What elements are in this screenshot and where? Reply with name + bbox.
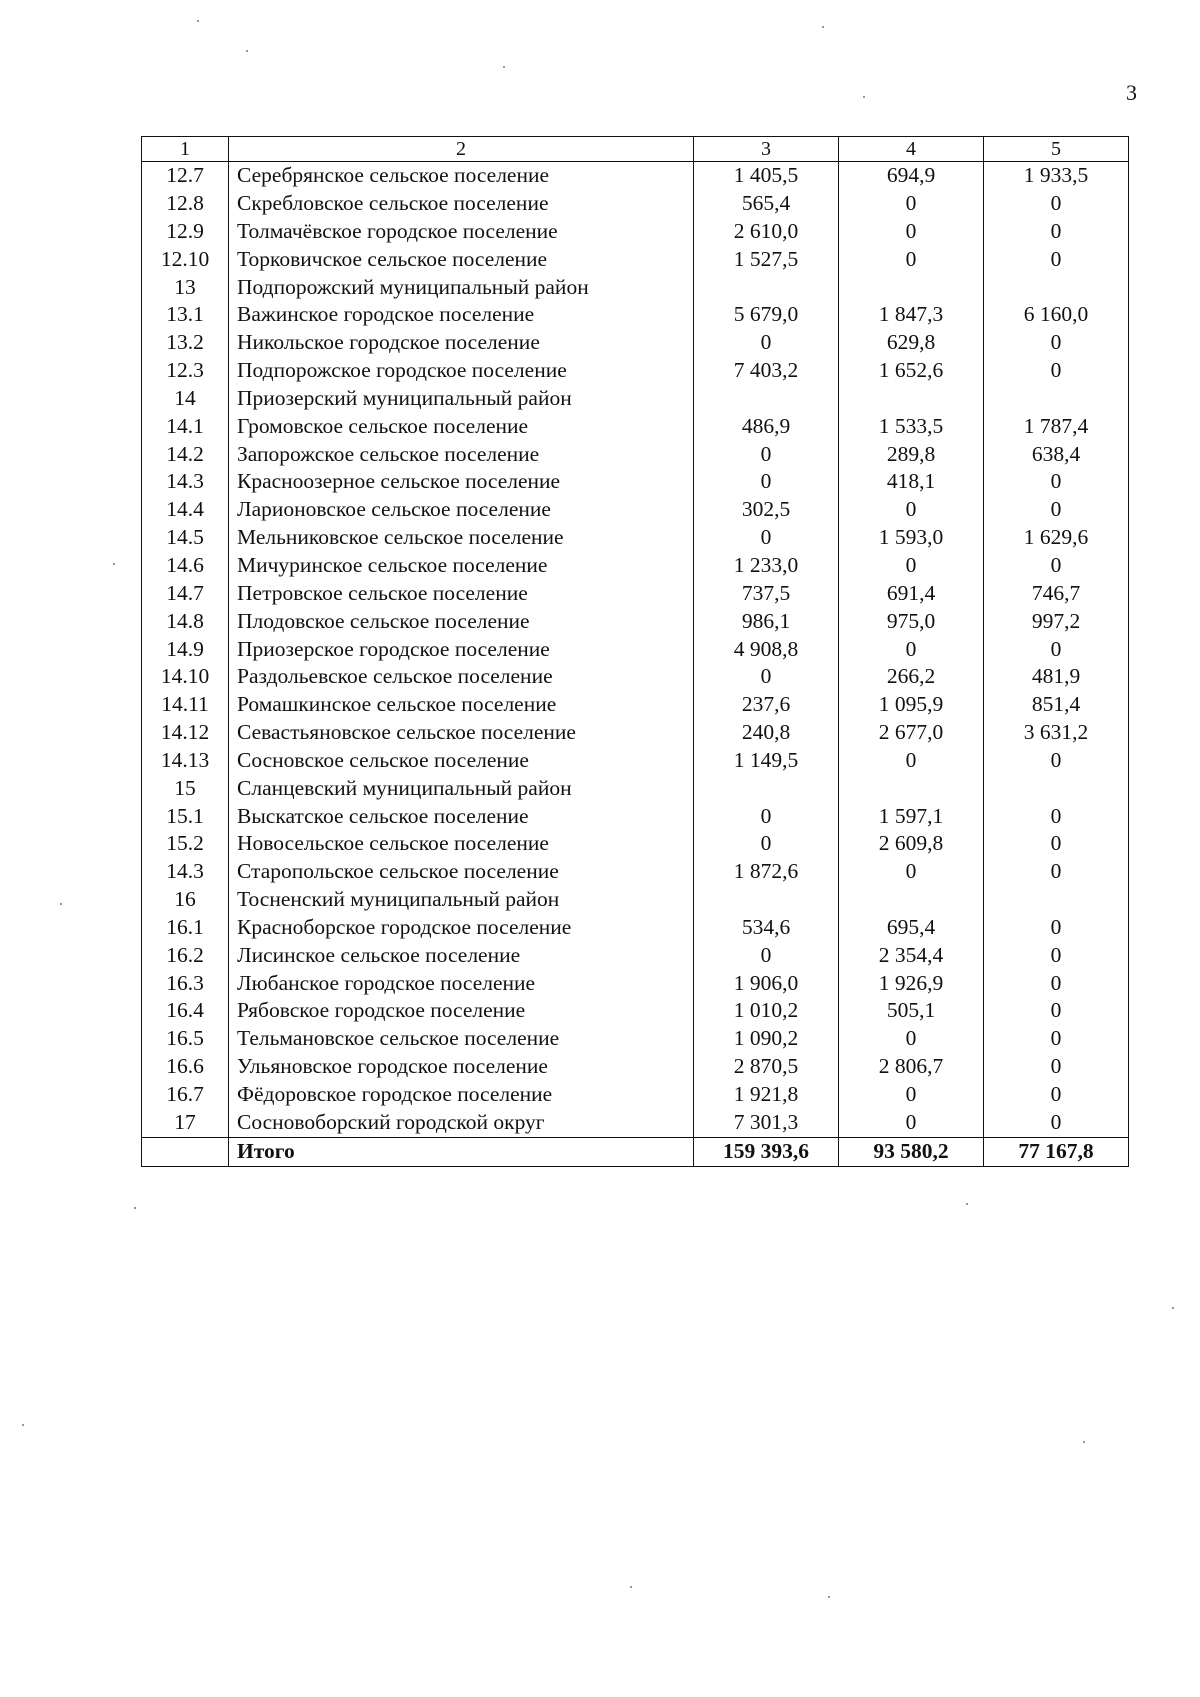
header-cell-1: 1 xyxy=(142,137,229,162)
row-name: Подпорожское городское поселение xyxy=(229,357,694,385)
row-name: Красноборское городское поселение xyxy=(229,914,694,942)
row-number: 15 xyxy=(142,775,229,803)
header-cell-2: 2 xyxy=(229,137,694,162)
row-number: 16.2 xyxy=(142,942,229,970)
row-col-3: 737,5 xyxy=(694,580,839,608)
row-number: 16.3 xyxy=(142,969,229,997)
row-number: 13.1 xyxy=(142,301,229,329)
row-col-3: 986,1 xyxy=(694,608,839,636)
row-col-4: 0 xyxy=(839,218,984,246)
table-row xyxy=(142,468,1129,496)
row-col-3: 0 xyxy=(694,468,839,496)
row-name: Лисинское сельское поселение xyxy=(229,942,694,970)
row-name: Мичуринское сельское поселение xyxy=(229,552,694,580)
row-number: 14.13 xyxy=(142,747,229,775)
scan-speck xyxy=(863,96,865,98)
row-col-5: 0 xyxy=(984,1081,1129,1109)
row-name: Сосновское сельское поселение xyxy=(229,747,694,775)
table-row xyxy=(142,830,1129,858)
table-row xyxy=(142,1053,1129,1081)
row-col-4: 1 847,3 xyxy=(839,301,984,329)
row-col-4: 0 xyxy=(839,635,984,663)
row-number: 16.1 xyxy=(142,914,229,942)
row-name: Севастьяновское сельское поселение xyxy=(229,719,694,747)
row-col-4: 0 xyxy=(839,1025,984,1053)
row-number: 13.2 xyxy=(142,329,229,357)
row-col-3: 1 906,0 xyxy=(694,969,839,997)
scan-speck xyxy=(246,50,248,52)
row-name: Новосельское сельское поселение xyxy=(229,830,694,858)
row-name: Торковичское сельское поселение xyxy=(229,246,694,274)
row-col-5: 0 xyxy=(984,357,1129,385)
table-row xyxy=(142,440,1129,468)
table-row xyxy=(142,413,1129,441)
table-row xyxy=(142,608,1129,636)
scan-speck xyxy=(1172,1307,1174,1309)
row-name: Петровское сельское поселение xyxy=(229,580,694,608)
row-col-4: 0 xyxy=(839,246,984,274)
table-row xyxy=(142,858,1129,886)
table-row xyxy=(142,357,1129,385)
row-number: 12.9 xyxy=(142,218,229,246)
table-row xyxy=(142,218,1129,246)
row-col-4: 1 533,5 xyxy=(839,413,984,441)
row-col-4: 0 xyxy=(839,747,984,775)
row-name: Рябовское городское поселение xyxy=(229,997,694,1025)
data-table xyxy=(141,136,1129,1167)
row-col-3 xyxy=(694,775,839,803)
table-row xyxy=(142,886,1129,914)
row-col-5: 0 xyxy=(984,1109,1129,1137)
table-row xyxy=(142,942,1129,970)
total-row xyxy=(142,1137,1129,1166)
row-number: 16.6 xyxy=(142,1053,229,1081)
total-col-4: 93 580,2 xyxy=(839,1137,984,1166)
table-row xyxy=(142,246,1129,274)
row-number: 16.4 xyxy=(142,997,229,1025)
row-name: Никольское городское поселение xyxy=(229,329,694,357)
table-row xyxy=(142,969,1129,997)
row-number: 16.5 xyxy=(142,1025,229,1053)
row-col-3: 1 921,8 xyxy=(694,1081,839,1109)
row-col-4: 2 354,4 xyxy=(839,942,984,970)
row-col-5: 638,4 xyxy=(984,440,1129,468)
row-number: 14.7 xyxy=(142,580,229,608)
table-row xyxy=(142,719,1129,747)
row-col-4 xyxy=(839,886,984,914)
row-col-4: 418,1 xyxy=(839,468,984,496)
row-name: Раздольевское сельское поселение xyxy=(229,663,694,691)
row-name: Подпорожский муниципальный район xyxy=(229,273,694,301)
row-name: Приозерский муниципальный район xyxy=(229,385,694,413)
row-number: 14.9 xyxy=(142,635,229,663)
scan-speck xyxy=(197,20,199,22)
row-name: Ларионовское сельское поселение xyxy=(229,496,694,524)
table-row xyxy=(142,1081,1129,1109)
header-cell-3: 3 xyxy=(694,137,839,162)
row-col-3: 0 xyxy=(694,942,839,970)
row-number: 14.12 xyxy=(142,719,229,747)
scan-speck xyxy=(503,66,505,68)
row-col-3: 1 010,2 xyxy=(694,997,839,1025)
row-number: 17 xyxy=(142,1109,229,1137)
row-col-4: 289,8 xyxy=(839,440,984,468)
row-col-4: 1 926,9 xyxy=(839,969,984,997)
row-col-3: 237,6 xyxy=(694,691,839,719)
row-col-5: 0 xyxy=(984,1053,1129,1081)
total-num xyxy=(142,1137,229,1166)
row-name: Тельмановское сельское поселение xyxy=(229,1025,694,1053)
row-col-3: 0 xyxy=(694,802,839,830)
header-row xyxy=(142,137,1129,162)
row-col-4: 0 xyxy=(839,858,984,886)
row-col-5: 0 xyxy=(984,190,1129,218)
row-col-3: 1 872,6 xyxy=(694,858,839,886)
row-col-4: 1 593,0 xyxy=(839,524,984,552)
row-number: 15.2 xyxy=(142,830,229,858)
row-col-5 xyxy=(984,886,1129,914)
table-row xyxy=(142,635,1129,663)
row-col-5: 1 629,6 xyxy=(984,524,1129,552)
row-col-4: 1 597,1 xyxy=(839,802,984,830)
table-row xyxy=(142,162,1129,190)
row-col-3: 2 870,5 xyxy=(694,1053,839,1081)
row-col-3 xyxy=(694,886,839,914)
row-col-3 xyxy=(694,273,839,301)
row-name: Громовское сельское поселение xyxy=(229,413,694,441)
row-name: Красноозерное сельское поселение xyxy=(229,468,694,496)
row-col-3 xyxy=(694,385,839,413)
row-col-5: 481,9 xyxy=(984,663,1129,691)
row-name: Мельниковское сельское поселение xyxy=(229,524,694,552)
scan-speck xyxy=(113,563,115,565)
row-name: Старопольское сельское поселение xyxy=(229,858,694,886)
row-col-3: 1 405,5 xyxy=(694,162,839,190)
row-col-5: 0 xyxy=(984,496,1129,524)
row-col-4: 695,4 xyxy=(839,914,984,942)
row-name: Фёдоровское городское поселение xyxy=(229,1081,694,1109)
row-col-5: 0 xyxy=(984,914,1129,942)
scan-speck xyxy=(22,1424,24,1426)
table-row xyxy=(142,1025,1129,1053)
scan-speck xyxy=(60,903,62,905)
scan-speck xyxy=(822,26,824,28)
row-number: 14.6 xyxy=(142,552,229,580)
row-col-5: 0 xyxy=(984,969,1129,997)
row-number: 14.5 xyxy=(142,524,229,552)
row-number: 14.2 xyxy=(142,440,229,468)
row-col-4: 0 xyxy=(839,552,984,580)
row-col-3: 0 xyxy=(694,329,839,357)
row-name: Любанское городское поселение xyxy=(229,969,694,997)
row-col-3: 1 233,0 xyxy=(694,552,839,580)
row-number: 14.11 xyxy=(142,691,229,719)
row-col-4 xyxy=(839,775,984,803)
row-col-5: 0 xyxy=(984,997,1129,1025)
table-row xyxy=(142,775,1129,803)
row-col-5: 3 631,2 xyxy=(984,719,1129,747)
scan-speck xyxy=(134,1207,136,1209)
row-col-5: 0 xyxy=(984,1025,1129,1053)
scan-speck xyxy=(1083,1441,1085,1443)
row-col-4: 975,0 xyxy=(839,608,984,636)
row-col-3: 486,9 xyxy=(694,413,839,441)
row-number: 15.1 xyxy=(142,802,229,830)
row-col-4 xyxy=(839,385,984,413)
row-col-3: 4 908,8 xyxy=(694,635,839,663)
row-name: Тосненский муниципальный район xyxy=(229,886,694,914)
table-row xyxy=(142,691,1129,719)
row-col-3: 0 xyxy=(694,440,839,468)
row-col-3: 240,8 xyxy=(694,719,839,747)
row-col-3: 7 301,3 xyxy=(694,1109,839,1137)
row-col-5: 0 xyxy=(984,468,1129,496)
row-col-4: 691,4 xyxy=(839,580,984,608)
row-col-3: 2 610,0 xyxy=(694,218,839,246)
table-row xyxy=(142,914,1129,942)
row-col-4: 0 xyxy=(839,496,984,524)
row-col-5 xyxy=(984,775,1129,803)
row-col-5: 1 933,5 xyxy=(984,162,1129,190)
row-col-5: 0 xyxy=(984,329,1129,357)
row-name: Важинское городское поселение xyxy=(229,301,694,329)
row-col-4: 2 806,7 xyxy=(839,1053,984,1081)
row-col-5: 851,4 xyxy=(984,691,1129,719)
row-col-5: 0 xyxy=(984,830,1129,858)
table-row xyxy=(142,1109,1129,1137)
row-col-5: 0 xyxy=(984,635,1129,663)
row-col-4: 266,2 xyxy=(839,663,984,691)
row-col-5: 746,7 xyxy=(984,580,1129,608)
row-col-3: 1 527,5 xyxy=(694,246,839,274)
row-col-3: 534,6 xyxy=(694,914,839,942)
row-col-3: 5 679,0 xyxy=(694,301,839,329)
row-number: 14.1 xyxy=(142,413,229,441)
table-row xyxy=(142,997,1129,1025)
row-name: Толмачёвское городское поселение xyxy=(229,218,694,246)
row-col-5: 0 xyxy=(984,802,1129,830)
table-row xyxy=(142,496,1129,524)
total-col-5: 77 167,8 xyxy=(984,1137,1129,1166)
row-col-5: 6 160,0 xyxy=(984,301,1129,329)
row-number: 14.4 xyxy=(142,496,229,524)
row-number: 12.10 xyxy=(142,246,229,274)
row-col-4: 0 xyxy=(839,190,984,218)
row-col-5: 0 xyxy=(984,858,1129,886)
row-number: 16 xyxy=(142,886,229,914)
row-name: Ромашкинское сельское поселение xyxy=(229,691,694,719)
table-row xyxy=(142,273,1129,301)
row-name: Плодовское сельское поселение xyxy=(229,608,694,636)
row-name: Сланцевский муниципальный район xyxy=(229,775,694,803)
row-col-5: 0 xyxy=(984,942,1129,970)
row-col-3: 1 090,2 xyxy=(694,1025,839,1053)
row-number: 16.7 xyxy=(142,1081,229,1109)
header-cell-5: 5 xyxy=(984,137,1129,162)
row-col-4: 0 xyxy=(839,1081,984,1109)
row-number: 14 xyxy=(142,385,229,413)
table-row xyxy=(142,747,1129,775)
row-col-3: 1 149,5 xyxy=(694,747,839,775)
row-number: 14.8 xyxy=(142,608,229,636)
table-row xyxy=(142,301,1129,329)
table-row xyxy=(142,385,1129,413)
row-col-4: 1 095,9 xyxy=(839,691,984,719)
row-col-5: 0 xyxy=(984,218,1129,246)
table-row xyxy=(142,663,1129,691)
row-number: 14.3 xyxy=(142,858,229,886)
total-col-3: 159 393,6 xyxy=(694,1137,839,1166)
row-name: Скребловское сельское поселение xyxy=(229,190,694,218)
row-name: Сосновоборский городской округ xyxy=(229,1109,694,1137)
row-col-5 xyxy=(984,385,1129,413)
row-col-5: 0 xyxy=(984,552,1129,580)
row-col-5: 1 787,4 xyxy=(984,413,1129,441)
row-number: 13 xyxy=(142,273,229,301)
row-col-3: 0 xyxy=(694,663,839,691)
row-col-5 xyxy=(984,273,1129,301)
row-col-3: 302,5 xyxy=(694,496,839,524)
total-label: Итого xyxy=(229,1137,694,1166)
row-col-4 xyxy=(839,273,984,301)
row-name: Запорожское сельское поселение xyxy=(229,440,694,468)
table-row xyxy=(142,329,1129,357)
row-number: 12.3 xyxy=(142,357,229,385)
row-col-3: 7 403,2 xyxy=(694,357,839,385)
row-name: Ульяновское городское поселение xyxy=(229,1053,694,1081)
table-row xyxy=(142,802,1129,830)
row-col-5: 0 xyxy=(984,747,1129,775)
row-col-4: 1 652,6 xyxy=(839,357,984,385)
scan-speck xyxy=(828,1596,830,1598)
row-col-4: 694,9 xyxy=(839,162,984,190)
scan-speck xyxy=(630,1586,632,1588)
row-col-4: 2 609,8 xyxy=(839,830,984,858)
row-col-3: 565,4 xyxy=(694,190,839,218)
row-name: Приозерское городское поселение xyxy=(229,635,694,663)
row-name: Серебрянское сельское поселение xyxy=(229,162,694,190)
table-row xyxy=(142,524,1129,552)
row-number: 12.8 xyxy=(142,190,229,218)
scan-speck xyxy=(966,1203,968,1205)
row-col-3: 0 xyxy=(694,830,839,858)
row-col-3: 0 xyxy=(694,524,839,552)
table-row xyxy=(142,190,1129,218)
row-name: Выскатское сельское поселение xyxy=(229,802,694,830)
table-row xyxy=(142,552,1129,580)
row-col-4: 629,8 xyxy=(839,329,984,357)
table-body xyxy=(142,162,1129,1138)
row-number: 12.7 xyxy=(142,162,229,190)
row-number: 14.3 xyxy=(142,468,229,496)
row-col-4: 505,1 xyxy=(839,997,984,1025)
row-col-5: 997,2 xyxy=(984,608,1129,636)
row-col-5: 0 xyxy=(984,246,1129,274)
table-row xyxy=(142,580,1129,608)
page-number: 3 xyxy=(1126,80,1137,105)
row-number: 14.10 xyxy=(142,663,229,691)
header-cell-4: 4 xyxy=(839,137,984,162)
row-col-4: 2 677,0 xyxy=(839,719,984,747)
row-col-4: 0 xyxy=(839,1109,984,1137)
